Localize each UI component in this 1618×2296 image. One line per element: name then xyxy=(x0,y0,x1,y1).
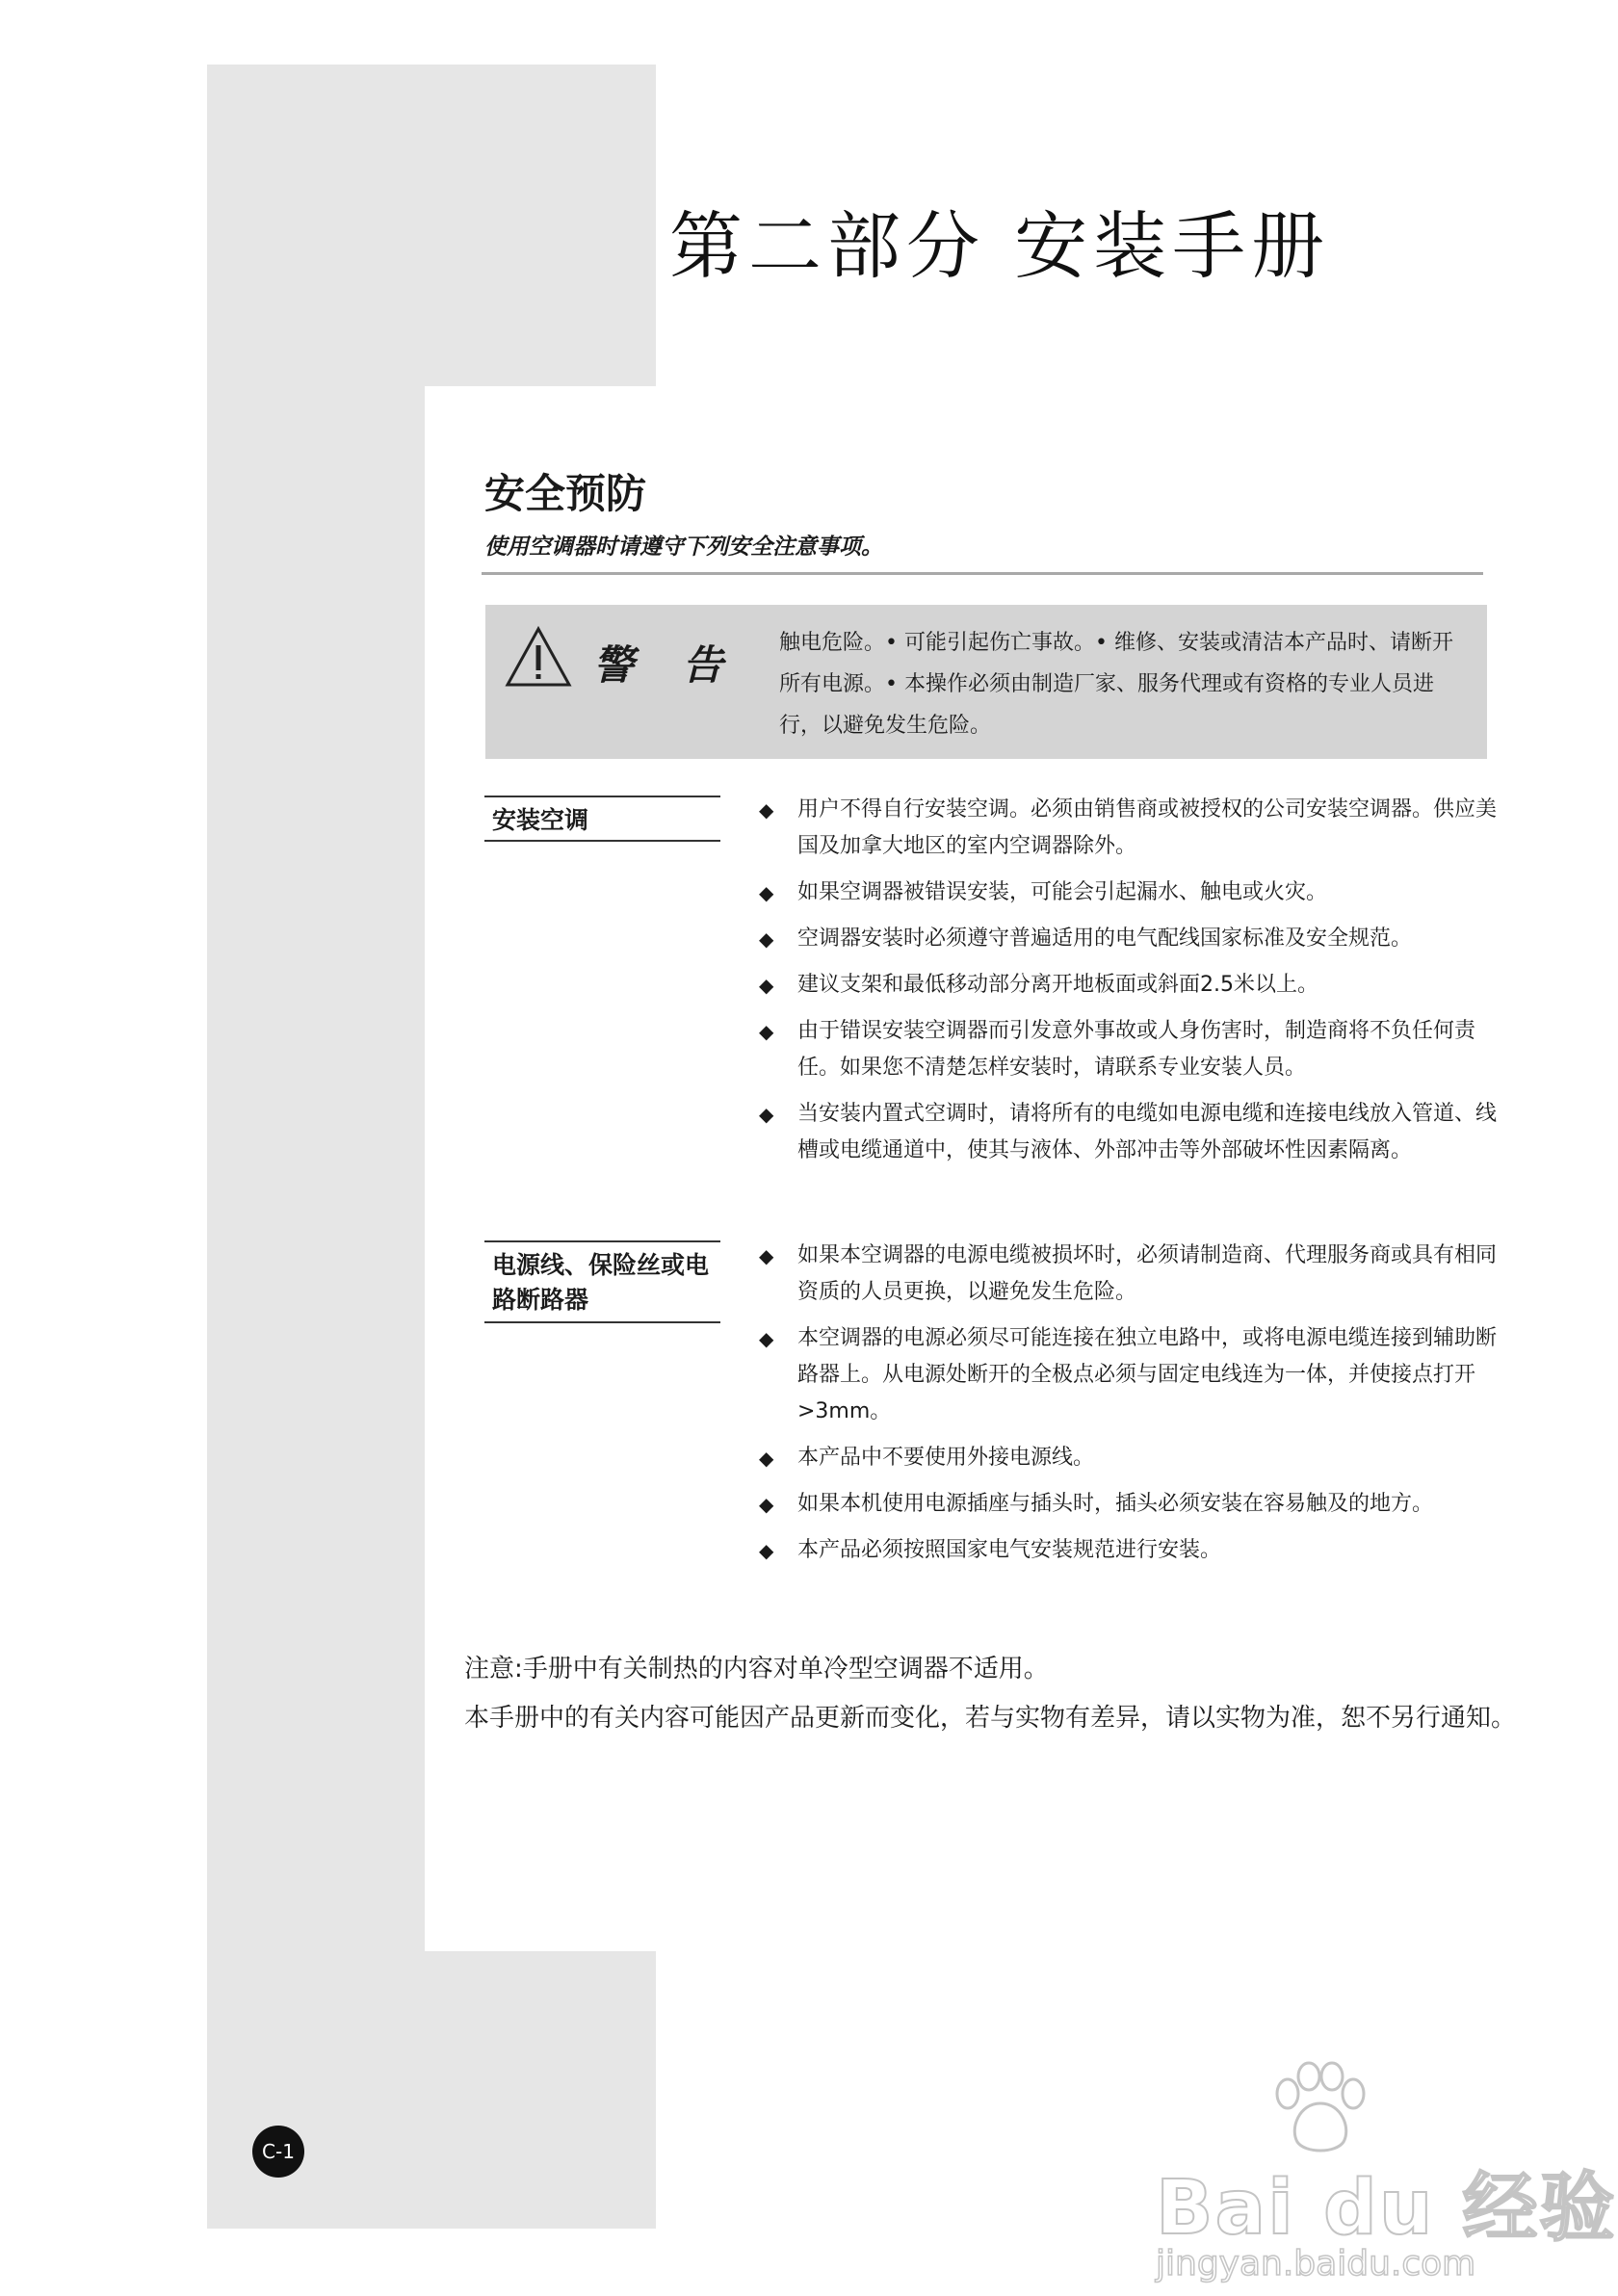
watermark-logo: Bai du 经验 xyxy=(1156,2165,1617,2252)
section-subtitle: 使用空调器时请遵守下列安全注意事项。 xyxy=(484,535,883,560)
section-title: 安全预防 xyxy=(484,470,647,517)
list-item: ◆ 如果本空调器的电源电缆被损坏时，必须请制造商、代理服务商或具有相同资质的人员更换，以避免发生危险。 xyxy=(759,1238,1501,1311)
diamond-bullet-icon: ◆ xyxy=(759,881,774,904)
note-disclaimer: 本手册中的有关内容可能因产品更新而变化，若与实物有差异，请以实物为准，恕不另行通知。 xyxy=(464,1704,1517,1733)
paw-icon xyxy=(1266,2061,1372,2157)
list-item: ◆ 如果本机使用电源插座与插头时，插头必须安装在容易触及的地方。 xyxy=(759,1486,1501,1523)
diamond-bullet-icon: ◆ xyxy=(759,1327,774,1350)
list-item: ◆ 本空调器的电源必须尽可能连接在独立电路中，或将电源电缆连接到辅助断路器上。从电源处断开的全极点必须与固定电线连为一体，并使接点打开>3mm。 xyxy=(759,1320,1501,1430)
list-item: ◆ 建议支架和最低移动部分离开地板面或斜面2.5米以上。 xyxy=(759,967,1501,1004)
list-item: ◆ 用户不得自行安装空调。必须由销售商或被授权的公司安装空调器。供应美国及加拿大地区的室内空调器除外。 xyxy=(759,792,1501,865)
warning-box xyxy=(485,605,1487,759)
diamond-bullet-icon: ◆ xyxy=(759,1103,774,1126)
decorative-band-bottom xyxy=(207,1951,656,2229)
section-divider xyxy=(482,572,1483,575)
decorative-band-middle xyxy=(207,386,425,1951)
category-power-heading: 电源线、保险丝或电路断路器 xyxy=(484,1240,720,1323)
warning-text: 触电危险。• 可能引起伤亡事故。• 维修、安装或清洁本产品时、请断开所有电源。• 本操作必须由制造厂家、服务代理或有资格的专业人员进行，以避免发生危险。 xyxy=(779,631,1453,738)
diamond-bullet-icon: ◆ xyxy=(759,798,774,822)
list-item: ◆ 空调器安装时必须遵守普遍适用的电气配线国家标准及安全规范。 xyxy=(759,921,1501,957)
diamond-bullet-icon: ◆ xyxy=(759,974,774,997)
list-item: ◆ 如果空调器被错误安装，可能会引起漏水、触电或火灾。 xyxy=(759,874,1501,911)
install-bullet-list xyxy=(759,792,1501,1179)
category-install-heading: 安装空调 xyxy=(484,796,720,842)
list-item: ◆ 由于错误安装空调器而引发意外事故或人身伤害时，制造商将不负任何责任。如果您不清楚怎样安装时，请联系专业安装人员。 xyxy=(759,1013,1501,1086)
watermark-url: jingyan.baidu.com xyxy=(1156,2244,1476,2283)
diamond-bullet-icon: ◆ xyxy=(759,1447,774,1470)
diamond-bullet-icon: ◆ xyxy=(759,1244,774,1267)
watermark xyxy=(1156,2061,1617,2283)
power-bullet-list xyxy=(759,1238,1501,1578)
decorative-band-top xyxy=(207,65,656,386)
part-title: 第二部分 安装手册 xyxy=(669,203,1331,289)
diamond-bullet-icon: ◆ xyxy=(759,1539,774,1562)
warning-triangle-icon xyxy=(505,626,572,688)
diamond-bullet-icon: ◆ xyxy=(759,1493,774,1516)
page-number-badge: C-1 xyxy=(252,2126,304,2178)
diamond-bullet-icon: ◆ xyxy=(759,1020,774,1043)
list-item: ◆ 本产品必须按照国家电气安装规范进行安装。 xyxy=(759,1532,1501,1569)
warning-label: 警 告 xyxy=(593,641,741,689)
diamond-bullet-icon: ◆ xyxy=(759,927,774,951)
list-item: ◆ 当安装内置式空调时，请将所有的电缆如电源电缆和连接电线放入管道、线槽或电缆通道中，使其与液体、外部冲击等外部破坏性因素隔离。 xyxy=(759,1096,1501,1169)
note-heating: 注意:手册中有关制热的内容对单冷型空调器不适用。 xyxy=(464,1655,1049,1683)
list-item: ◆ 本产品中不要使用外接电源线。 xyxy=(759,1440,1501,1476)
